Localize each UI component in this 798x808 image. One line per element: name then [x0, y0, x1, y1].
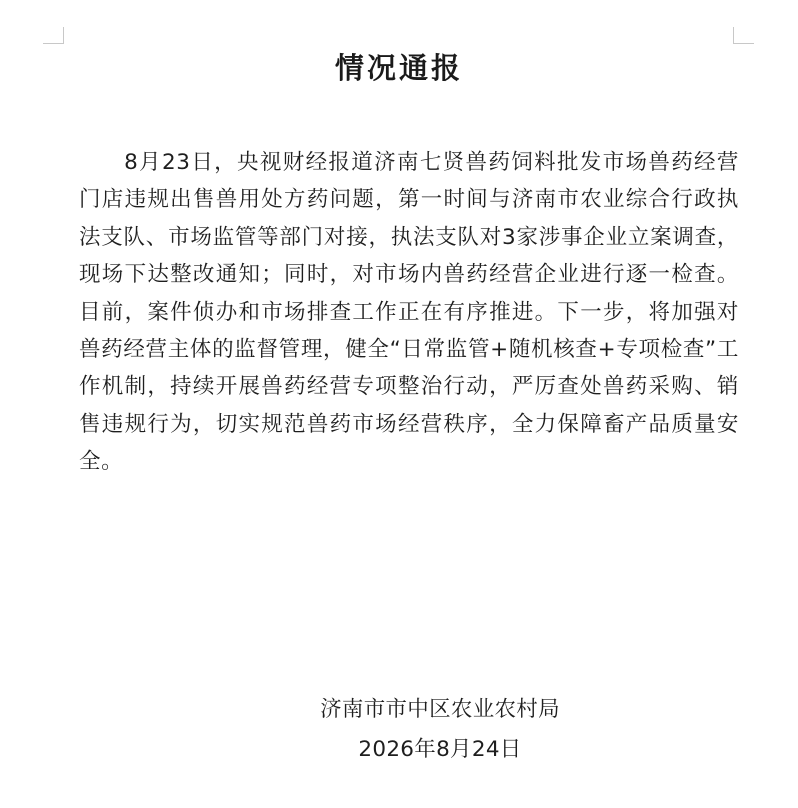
notice-body: 8月23日，央视财经报道济南七贤兽药饲料批发市场兽药经营门店违规出售兽用处方药问题，第一时间与济南市农业综合行政执法支队、市场监管等部门对接，执法支队对3家涉事企业立案调查，现场下达整改通知；同时，对市场内兽药经营企业进行逐一检查。目前，案件侦办和市场排查工作正在有序推进。下一步，将加强对兽药经营主体的监督管理，健全“日常监管+随机核查+专项检查”工作机制，持续开展兽药经营专项整治行动，严厉查处兽药采购、销售违规行为，切实规范兽药市场经营秩序，全力保障畜产品质量安全。	[79, 150, 739, 475]
page-corner-mark-top-right	[733, 27, 754, 44]
page-corner-mark-top-left	[43, 27, 64, 44]
issue-date: 2026年8月24日	[358, 737, 522, 762]
notice-title: 情况通报	[334, 51, 463, 85]
issuer-name: 济南市市中区农业农村局	[320, 697, 560, 722]
signature-block	[270, 690, 610, 770]
